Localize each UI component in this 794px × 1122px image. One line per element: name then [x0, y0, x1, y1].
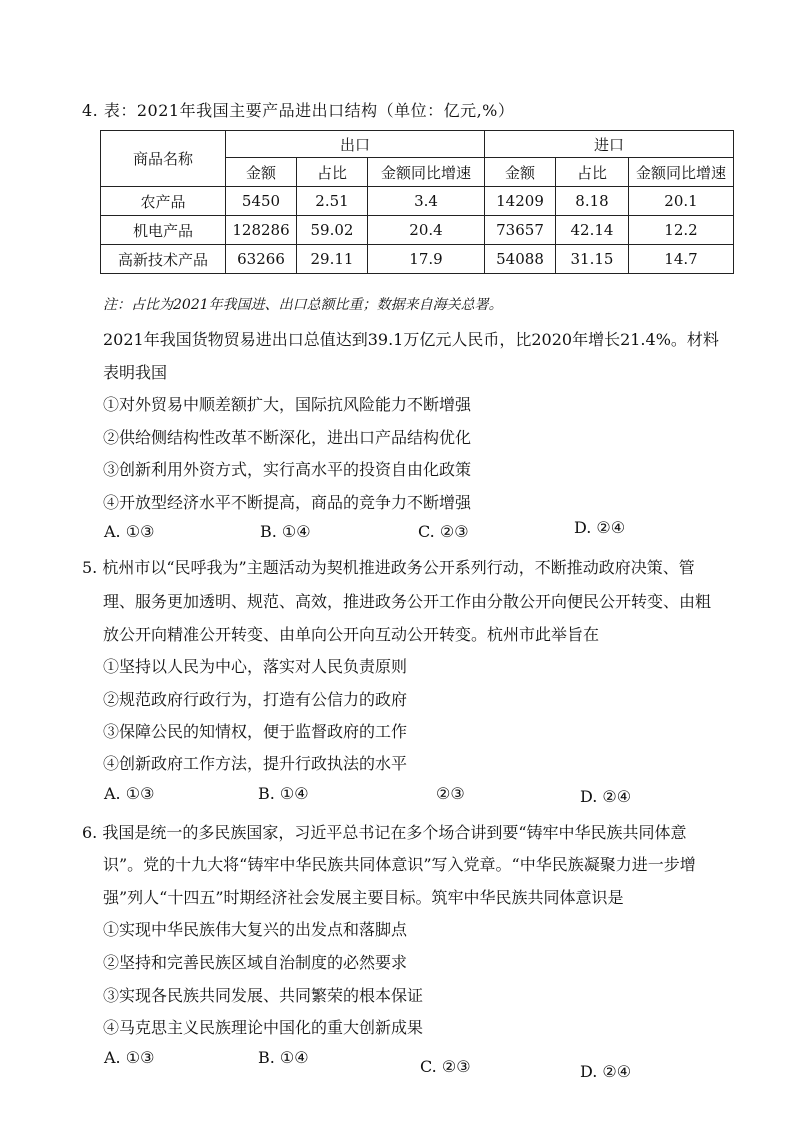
table-cell: 128286	[226, 216, 297, 245]
trade-structure-table	[100, 130, 734, 274]
export-amount-header: 金额	[226, 158, 297, 187]
table-cell: 3.4	[368, 187, 485, 216]
q6-option-c[interactable]: C. ②③	[420, 1057, 471, 1076]
q4-stem-line-2: 表明我国	[103, 363, 168, 382]
table-row	[101, 187, 734, 216]
question-4-title: 4. 表：2021年我国主要产品进出口结构（单位：亿元,%）	[82, 101, 515, 120]
q4-option-b[interactable]: B. ①④	[260, 522, 311, 541]
q6-item-2: ②坚持和完善民族区域自治制度的必然要求	[103, 953, 408, 972]
table-cell: 20.1	[629, 187, 734, 216]
q5-item-4: ④创新政府工作方法，提升行政执法的水平	[103, 754, 408, 773]
table-row	[101, 245, 734, 274]
table-cell: 12.2	[629, 216, 734, 245]
row-name: 机电产品	[101, 216, 226, 245]
import-header: 进口	[485, 131, 734, 158]
table-cell: 20.4	[368, 216, 485, 245]
table-cell: 8.18	[556, 187, 629, 216]
q5-stem-line-2: 理、服务更加透明、规范、高效，推进政务公开工作由分散公开向便民公开转变、由粗	[103, 592, 712, 611]
row-name: 高新技术产品	[101, 245, 226, 274]
q5-option-b[interactable]: B. ①④	[258, 784, 309, 803]
q5-stem-line-3: 放公开向精准公开转变、由单向公开向互动公开转变。杭州市此举旨在	[103, 625, 600, 644]
table-cell: 14209	[485, 187, 556, 216]
q4-option-a[interactable]: A. ①③	[104, 522, 155, 541]
table-cell: 73657	[485, 216, 556, 245]
q4-item-2: ②供给侧结构性改革不断深化，进出口产品结构优化	[103, 428, 472, 447]
table-cell: 59.02	[297, 216, 368, 245]
q5-option-d[interactable]: D. ②④	[580, 787, 632, 806]
q6-item-4: ④马克思主义民族理论中国化的重大创新成果	[103, 1018, 424, 1037]
q5-option-c[interactable]: ②③	[436, 784, 465, 803]
product-name-header: 商品名称	[101, 131, 226, 187]
table-cell: 17.9	[368, 245, 485, 274]
row-name: 农产品	[101, 187, 226, 216]
q6-stem-line-2: 识”。党的十九大将“铸牢中华民族共同体意识”写入党章。“中华民族凝聚力进一步增	[103, 855, 696, 874]
table-note: 注：占比为2021年我国进、出口总额比重；数据来自海关总署。	[103, 297, 503, 313]
q4-item-3: ③创新利用外资方式，实行高水平的投资自由化政策	[103, 460, 472, 479]
q4-option-c[interactable]: C. ②③	[418, 522, 469, 541]
import-share-header: 占比	[556, 158, 629, 187]
q5-stem-line-1: 5. 杭州市以“民呼我为”主题活动为契机推进政务公开系列行动，不断推动政府决策、管	[82, 558, 695, 577]
table-cell: 63266	[226, 245, 297, 274]
table-row	[101, 216, 734, 245]
export-header: 出口	[226, 131, 485, 158]
q6-item-1: ①实现中华民族伟大复兴的出发点和落脚点	[103, 920, 408, 939]
import-amount-header: 金额	[485, 158, 556, 187]
q4-item-1: ①对外贸易中顺差额扩大，国际抗风险能力不断增强	[103, 395, 472, 414]
table-cell: 54088	[485, 245, 556, 274]
q5-item-3: ③保障公民的知情权，便于监督政府的工作	[103, 722, 408, 741]
q6-option-a[interactable]: A. ①③	[104, 1048, 155, 1067]
export-share-header: 占比	[297, 158, 368, 187]
q5-option-a[interactable]: A. ①③	[104, 784, 155, 803]
table-header-row	[101, 131, 734, 158]
export-growth-header: 金额同比增速	[368, 158, 485, 187]
q4-item-4: ④开放型经济水平不断提高，商品的竞争力不断增强	[103, 493, 472, 512]
table-cell: 31.15	[556, 245, 629, 274]
q4-option-d[interactable]: D. ②④	[574, 518, 626, 537]
q6-option-d[interactable]: D. ②④	[580, 1062, 632, 1081]
q6-stem-line-3: 强”列人“十四五”时期经济社会发展主要目标。筑牢中华民族共同体意识是	[103, 888, 624, 907]
import-growth-header: 金额同比增速	[629, 158, 734, 187]
table-cell: 29.11	[297, 245, 368, 274]
q4-stem-line-1: 2021年我国货物贸易进出口总值达到39.1万亿元人民币，比2020年增长21.4%。材料	[103, 330, 719, 349]
q6-stem-line-1: 6. 我国是统一的多民族国家，习近平总书记在多个场合讲到要“铸牢中华民族共同体意	[82, 823, 687, 842]
q6-item-3: ③实现各民族共同发展、共同繁荣的根本保证	[103, 986, 424, 1005]
table-cell: 5450	[226, 187, 297, 216]
q6-option-b[interactable]: B. ①④	[258, 1048, 309, 1067]
q5-item-1: ①坚持以人民为中心，落实对人民负责原则	[103, 657, 408, 676]
table-cell: 42.14	[556, 216, 629, 245]
q5-item-2: ②规范政府行政行为，打造有公信力的政府	[103, 690, 408, 709]
table-cell: 14.7	[629, 245, 734, 274]
table-cell: 2.51	[297, 187, 368, 216]
